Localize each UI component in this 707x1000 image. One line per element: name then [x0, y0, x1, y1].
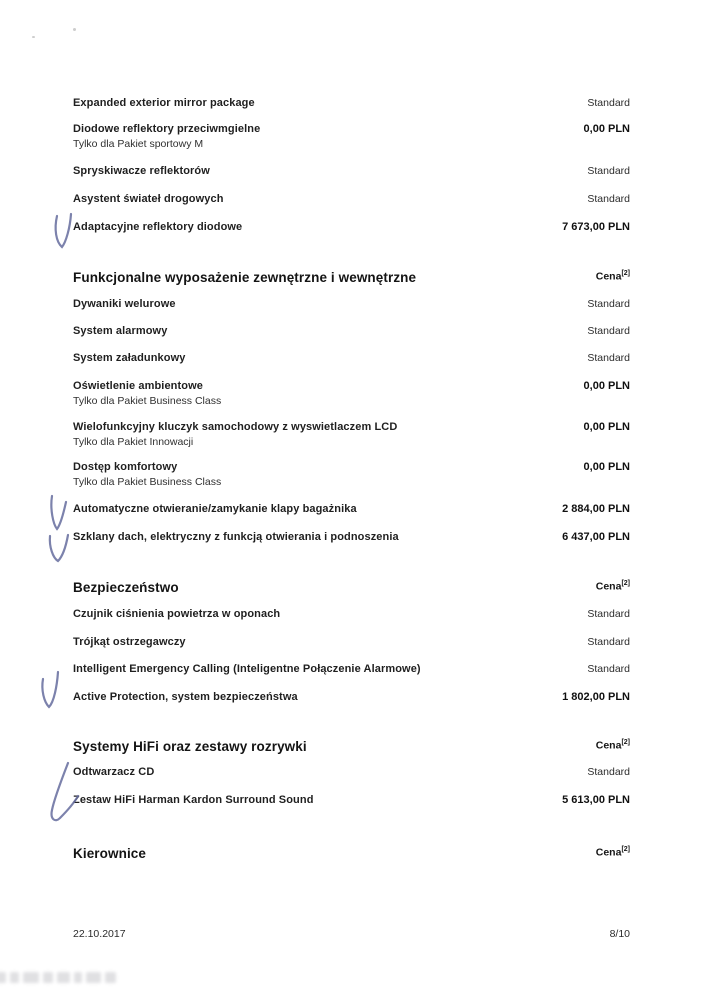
section-title: Kierownice — [73, 846, 147, 861]
option-value: Standard — [587, 766, 630, 778]
cena-label: Cena — [595, 846, 622, 859]
option-note: Tylko dla Pakiet Innowacji — [73, 436, 194, 448]
option-value: 6 437,00 PLN — [562, 531, 630, 543]
page-footer — [73, 928, 630, 940]
option-value: 7 673,00 PLN — [562, 221, 630, 233]
option-row — [73, 221, 630, 234]
option-value: 5 613,00 PLN — [562, 794, 630, 806]
option-value: 1 802,00 PLN — [562, 691, 630, 703]
option-note: Tylko dla Pakiet Business Class — [73, 476, 222, 488]
option-name: Trójkąt ostrzegawczy — [73, 636, 186, 648]
option-row — [73, 794, 630, 807]
option-value: 0,00 PLN — [583, 421, 630, 433]
option-row — [73, 691, 630, 704]
option-row — [73, 380, 630, 408]
option-name: Dywaniki welurowe — [73, 298, 176, 310]
section-header-row — [73, 739, 630, 754]
section-header-row — [73, 580, 630, 595]
option-row — [73, 608, 630, 621]
option-value: Standard — [587, 352, 630, 364]
option-row — [73, 97, 630, 110]
option-name: Czujnik ciśnienia powietrza w oponach — [73, 608, 281, 620]
option-name: Intelligent Emergency Calling (Inteligentne Połączenie Alarmowe) — [73, 663, 421, 675]
footer-date: 22.10.2017 — [73, 928, 126, 940]
checkmark-adaptacyjne-reflektory — [56, 214, 71, 247]
option-name: Wielofunkcyjny kluczyk samochodowy z wyswietlaczem LCD — [73, 421, 398, 433]
option-value: Standard — [587, 165, 630, 177]
option-row — [73, 531, 630, 544]
option-name: Active Protection, system bezpieczeństwa — [73, 691, 298, 703]
option-value: Standard — [587, 298, 630, 310]
page-number: 8/10 — [609, 928, 630, 940]
option-name: Diodowe reflektory przeciwmgielne — [73, 123, 261, 135]
cena-superscript: [2] — [621, 580, 630, 587]
section-title: Systemy HiFi oraz zestawy rozrywki — [73, 739, 307, 754]
option-name: System załadunkowy — [73, 352, 186, 364]
cena-superscript: [2] — [621, 739, 630, 746]
cena-superscript: [2] — [621, 270, 630, 277]
option-row — [73, 193, 630, 206]
option-row — [73, 165, 630, 178]
checkmark-automatyczne-otwieranie — [51, 496, 66, 529]
option-row — [73, 325, 630, 338]
option-note: Tylko dla Pakiet Business Class — [73, 395, 222, 407]
option-row — [73, 636, 630, 649]
option-name: Zestaw HiFi Harman Kardon Surround Sound — [73, 794, 314, 806]
option-value: Standard — [587, 325, 630, 337]
option-note: Tylko dla Pakiet sportowy M — [73, 138, 204, 150]
option-name: System alarmowy — [73, 325, 168, 337]
option-row — [73, 663, 630, 676]
option-value: Standard — [587, 97, 630, 109]
price-column-header — [596, 580, 630, 593]
section-header-row — [73, 270, 630, 285]
watermark-smudge — [0, 966, 122, 988]
scan-speck — [73, 28, 76, 31]
price-column-header — [596, 270, 630, 283]
option-row — [73, 421, 630, 449]
cena-label: Cena — [595, 270, 622, 283]
option-row — [73, 298, 630, 311]
option-value: Standard — [587, 608, 630, 620]
section-title: Funkcjonalne wyposażenie zewnętrzne i wewnętrzne — [73, 270, 417, 285]
option-row — [73, 503, 630, 516]
option-row — [73, 352, 630, 365]
option-value: 2 884,00 PLN — [562, 503, 630, 515]
option-name: Asystent świateł drogowych — [73, 193, 224, 205]
scan-speck — [32, 36, 35, 38]
cena-label: Cena — [595, 580, 622, 593]
price-column-header — [596, 739, 630, 752]
checkmark-szklany-dach — [50, 535, 68, 561]
option-name: Spryskiwacze reflektorów — [73, 165, 210, 177]
option-value: 0,00 PLN — [583, 380, 630, 392]
option-name: Adaptacyjne reflektory diodowe — [73, 221, 243, 233]
option-name: Expanded exterior mirror package — [73, 97, 255, 109]
option-name: Dostęp komfortowy — [73, 461, 178, 473]
option-name: Odtwarzacz CD — [73, 766, 155, 778]
price-column-header — [596, 846, 630, 859]
option-value: Standard — [587, 193, 630, 205]
option-name: Automatyczne otwieranie/zamykanie klapy bagażnika — [73, 503, 357, 515]
option-value: 0,00 PLN — [583, 123, 630, 135]
cena-superscript: [2] — [621, 846, 630, 853]
option-name: Oświetlenie ambientowe — [73, 380, 203, 392]
checkmark-active-protection — [42, 672, 58, 707]
option-row — [73, 123, 630, 151]
option-name: Szklany dach, elektryczny z funkcją otwierania i podnoszenia — [73, 531, 399, 543]
section-title: Bezpieczeństwo — [73, 580, 179, 595]
cena-label: Cena — [595, 739, 622, 752]
section-header-row — [73, 846, 630, 861]
option-row — [73, 766, 630, 779]
option-value: 0,00 PLN — [583, 461, 630, 473]
option-value: Standard — [587, 636, 630, 648]
option-value: Standard — [587, 663, 630, 675]
option-row — [73, 461, 630, 489]
